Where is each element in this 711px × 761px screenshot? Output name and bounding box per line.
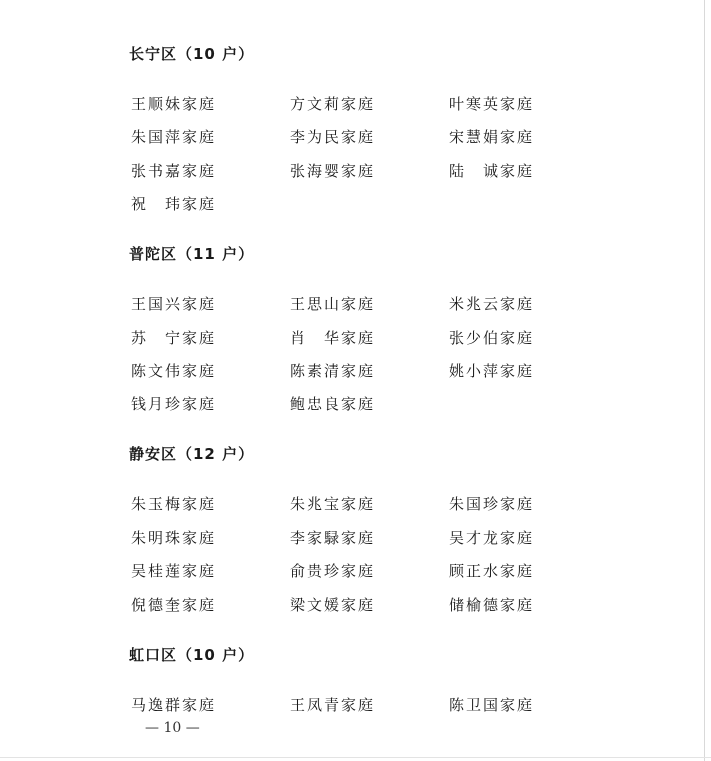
family-row xyxy=(0,360,711,382)
family-name: 朱明珠家庭 xyxy=(131,529,217,547)
family-name: 陈文伟家庭 xyxy=(131,362,217,380)
family-row xyxy=(0,527,711,549)
family-name: 张海婴家庭 xyxy=(290,162,376,180)
family-row xyxy=(0,126,711,148)
family-name: 陆 诚家庭 xyxy=(449,162,535,180)
section-title-putuo: 普陀区（11 户） xyxy=(129,245,255,263)
family-name: 朱国珍家庭 xyxy=(449,495,535,513)
family-name: 鲍忠良家庭 xyxy=(290,395,376,413)
family-name: 吴才龙家庭 xyxy=(449,529,535,547)
family-row xyxy=(0,160,711,182)
family-name: 陈素清家庭 xyxy=(290,362,376,380)
family-name: 李家騄家庭 xyxy=(290,529,376,547)
family-name: 顾正水家庭 xyxy=(449,562,535,580)
family-name: 张少伯家庭 xyxy=(449,329,535,347)
family-name: 宋慧娟家庭 xyxy=(449,128,535,146)
family-name: 方文莉家庭 xyxy=(290,95,376,113)
family-name: 米兆云家庭 xyxy=(449,295,535,313)
family-row xyxy=(0,694,711,716)
family-name: 张书嘉家庭 xyxy=(131,162,217,180)
family-name: 朱玉梅家庭 xyxy=(131,495,217,513)
page-edge xyxy=(0,757,711,758)
section-title-changning: 长宁区（10 户） xyxy=(129,45,255,63)
family-row xyxy=(0,93,711,115)
family-name: 储榆德家庭 xyxy=(449,596,535,614)
family-row xyxy=(0,594,711,616)
family-name: 王国兴家庭 xyxy=(131,295,217,313)
section-title-jingan: 静安区（12 户） xyxy=(129,445,255,463)
family-name: 苏 宁家庭 xyxy=(131,329,217,347)
family-row xyxy=(0,193,711,215)
family-name: 王思山家庭 xyxy=(290,295,376,313)
family-name: 俞贵珍家庭 xyxy=(290,562,376,580)
family-row xyxy=(0,393,711,415)
family-row xyxy=(0,560,711,582)
family-name: 朱兆宝家庭 xyxy=(290,495,376,513)
family-name: 朱国萍家庭 xyxy=(131,128,217,146)
family-name: 肖 华家庭 xyxy=(290,329,376,347)
family-name: 王顺妹家庭 xyxy=(131,95,217,113)
family-name: 陈卫国家庭 xyxy=(449,696,535,714)
family-name: 祝 玮家庭 xyxy=(131,195,217,213)
family-name: 李为民家庭 xyxy=(290,128,376,146)
family-name: 钱月珍家庭 xyxy=(131,395,217,413)
section-title-hongkou: 虹口区（10 户） xyxy=(129,646,255,664)
family-name: 梁文媛家庭 xyxy=(290,596,376,614)
family-name: 叶寒英家庭 xyxy=(449,95,535,113)
family-row xyxy=(0,327,711,349)
family-name: 姚小萍家庭 xyxy=(449,362,535,380)
family-row xyxy=(0,293,711,315)
family-row xyxy=(0,493,711,515)
family-name: 马逸群家庭 xyxy=(131,696,217,714)
family-name: 吴桂莲家庭 xyxy=(131,562,217,580)
page-number: — 10 — xyxy=(145,720,200,736)
family-name: 王凤青家庭 xyxy=(290,696,376,714)
family-name: 倪德奎家庭 xyxy=(131,596,217,614)
